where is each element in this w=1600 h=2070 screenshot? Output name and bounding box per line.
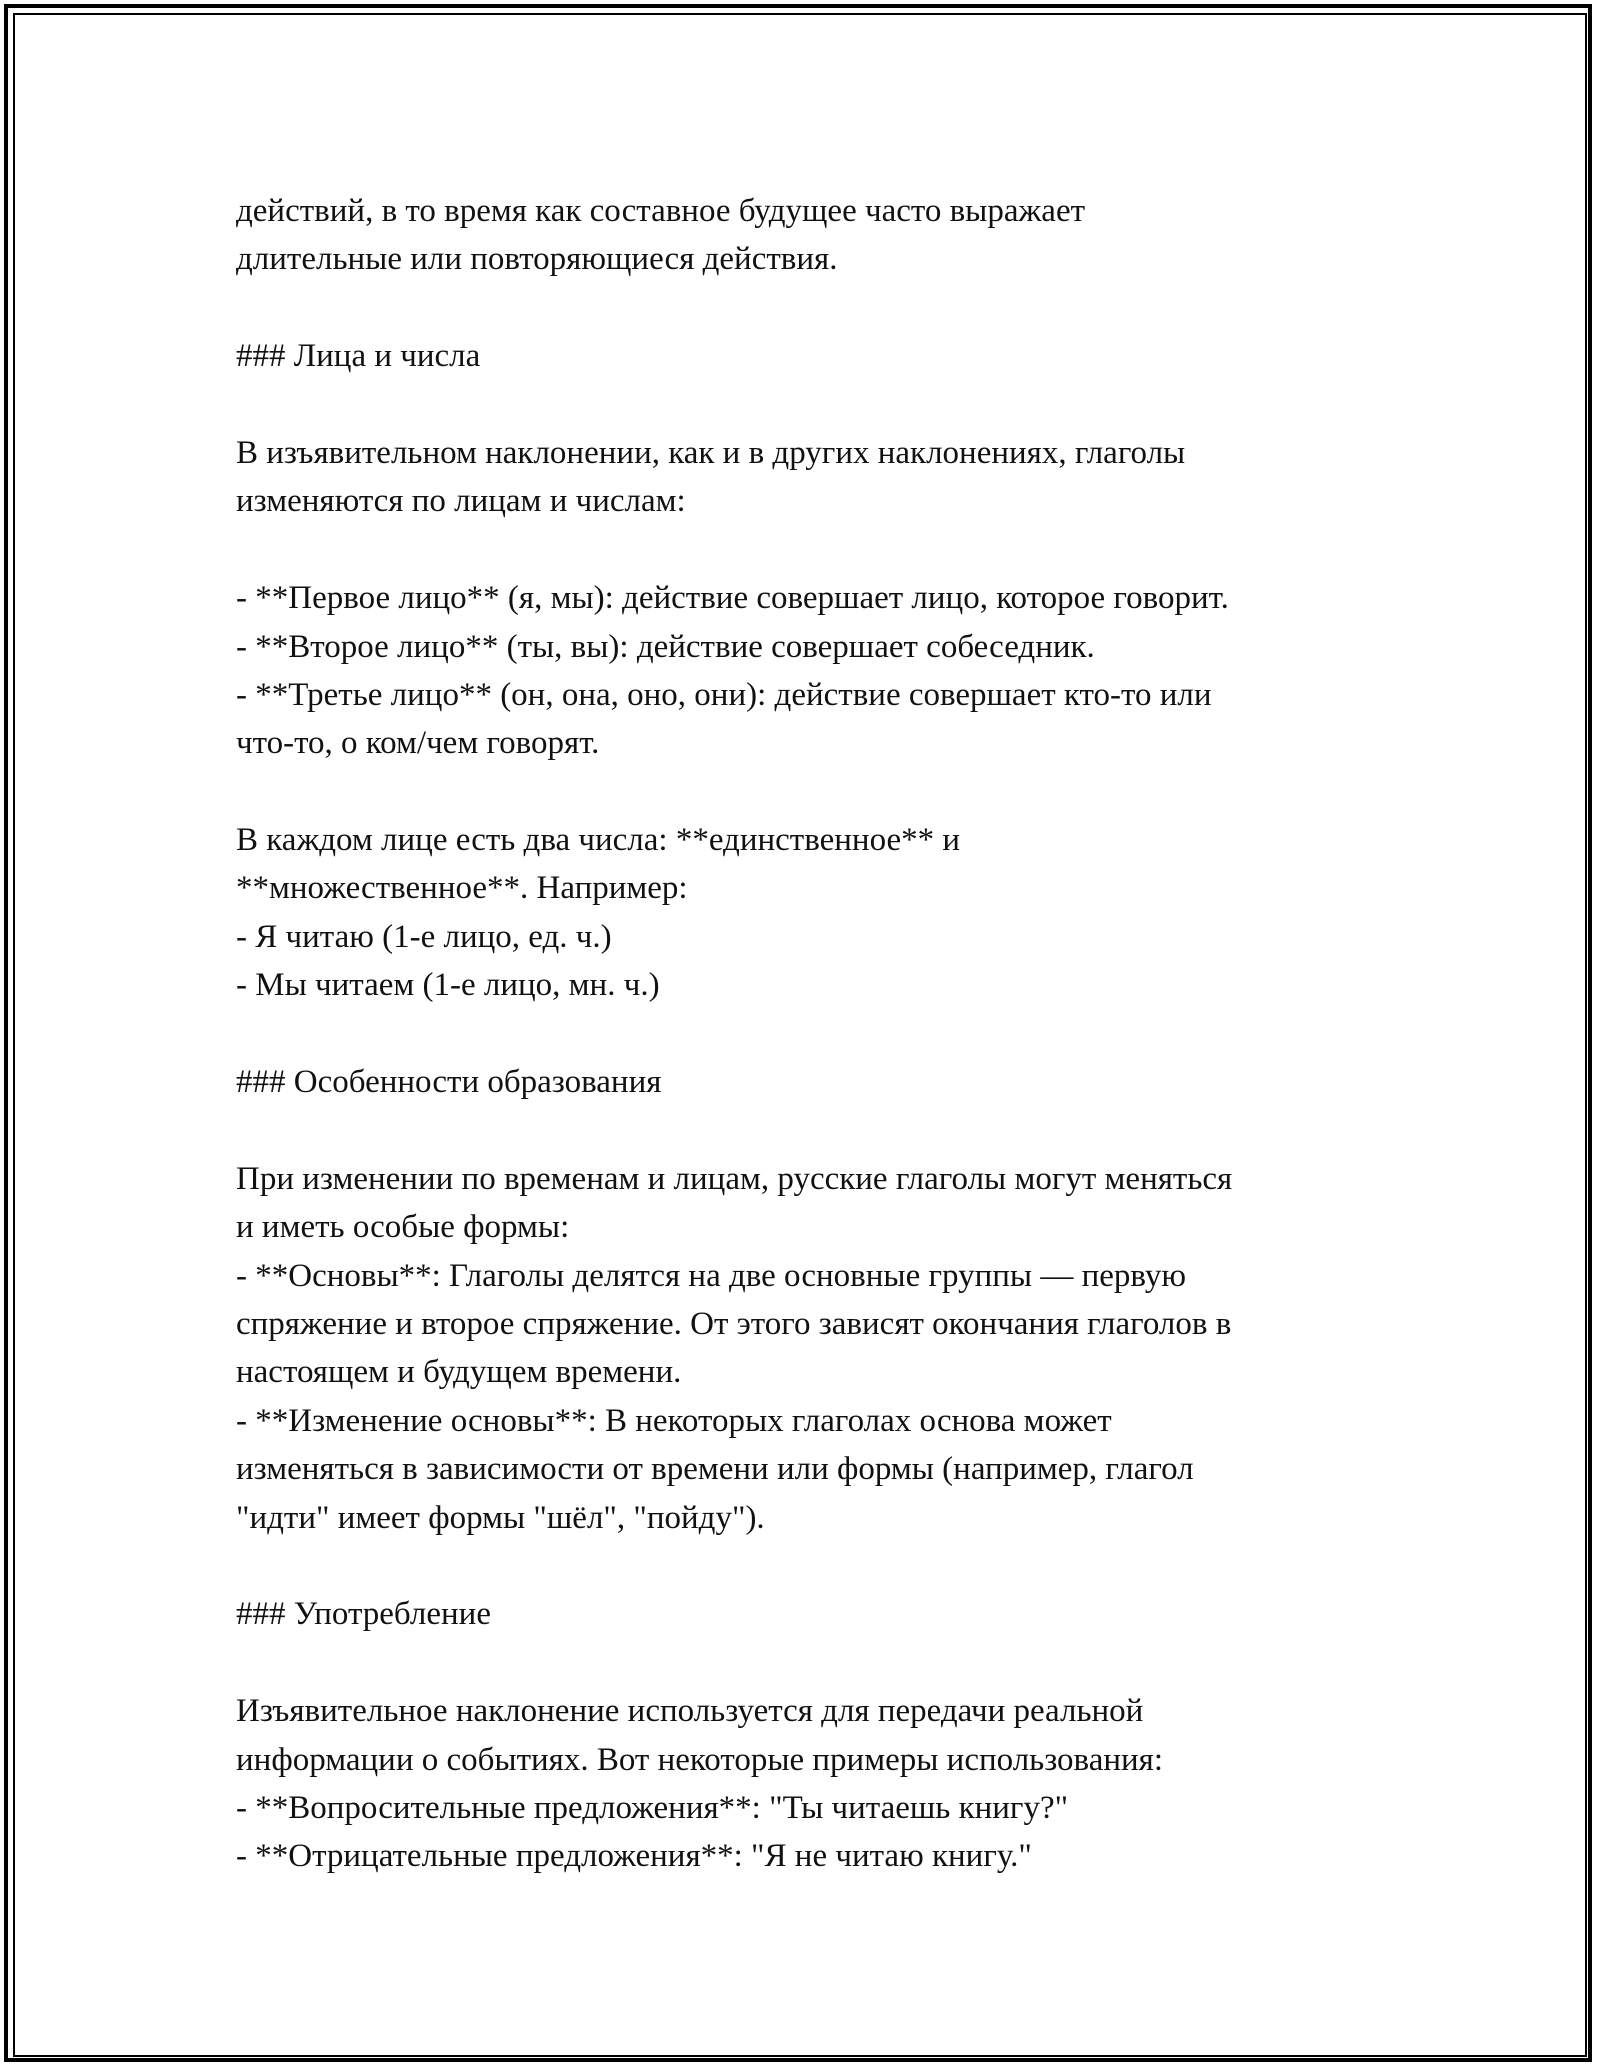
- list-line: - **Основы**: Глаголы делятся на две основные группы — первую: [236, 1257, 1186, 1294]
- paragraph-line: информации о событиях. Вот некоторые примеры использования:: [236, 1741, 1164, 1778]
- paragraph-line: В каждом лице есть два числа: **единственное** и: [236, 822, 961, 859]
- blank-line: [236, 526, 1436, 574]
- list-line: настоящем и будущем времени.: [236, 1354, 682, 1391]
- section-heading-formation: ### Особенности образования: [236, 1064, 662, 1101]
- blank-line: [236, 284, 1436, 332]
- document-body: [236, 187, 1436, 1881]
- list-line: спряжение и второе спряжение. От этого зависят окончания глаголов в: [236, 1305, 1232, 1342]
- intro-line: действий, в то время как составное будущее часто выражает: [236, 193, 1086, 229]
- list-line: - **Изменение основы**: В некоторых глаголах основа может: [236, 1402, 1112, 1439]
- list-item: - **Второе лицо** (ты, вы): действие совершает собеседник.: [236, 628, 1095, 665]
- example-item: - Я читаю (1-е лицо, ед. ч.): [236, 918, 612, 955]
- example-item: - Мы читаем (1-е лицо, мн. ч.): [236, 967, 660, 1004]
- paragraph-line: При изменении по временам и лицам, русские глаголы могут меняться: [236, 1160, 1233, 1197]
- section-heading-persons: ### Лица и числа: [236, 338, 481, 375]
- intro-line: длительные или повторяющиеся действия.: [236, 241, 838, 278]
- blank-line: [236, 381, 1436, 429]
- blank-line: [236, 1106, 1436, 1154]
- paragraph-line: **множественное**. Например:: [236, 870, 688, 907]
- paragraph-line: изменяются по лицам и числам:: [236, 483, 686, 520]
- list-item: - **Вопросительные предложения**: "Ты читаешь книгу?": [236, 1789, 1069, 1826]
- blank-line: [236, 1010, 1436, 1058]
- paragraph-line: В изъявительном наклонении, как и в других наклонениях, глаголы: [236, 434, 1186, 471]
- list-line: "идти" имеет формы "шёл", "пойду").: [236, 1499, 765, 1536]
- paragraph-line: Изъявительное наклонение используется для передачи реальной: [236, 1693, 1144, 1730]
- list-item: - **Первое лицо** (я, мы): действие совершает лицо, которое говорит.: [236, 580, 1229, 617]
- section-heading-usage: ### Употребление: [236, 1596, 491, 1633]
- blank-line: [236, 1542, 1436, 1590]
- blank-line: [236, 1639, 1436, 1687]
- blank-line: [236, 768, 1436, 816]
- list-item-continuation: что-то, о ком/чем говорят.: [236, 725, 600, 762]
- list-item: - **Отрицательные предложения**: "Я не читаю книгу.": [236, 1838, 1032, 1875]
- list-item: - **Третье лицо** (он, она, оно, они): действие совершает кто-то или: [236, 676, 1212, 713]
- paragraph-line: и иметь особые формы:: [236, 1209, 570, 1246]
- list-line: изменяться в зависимости от времени или формы (например, глагол: [236, 1451, 1194, 1488]
